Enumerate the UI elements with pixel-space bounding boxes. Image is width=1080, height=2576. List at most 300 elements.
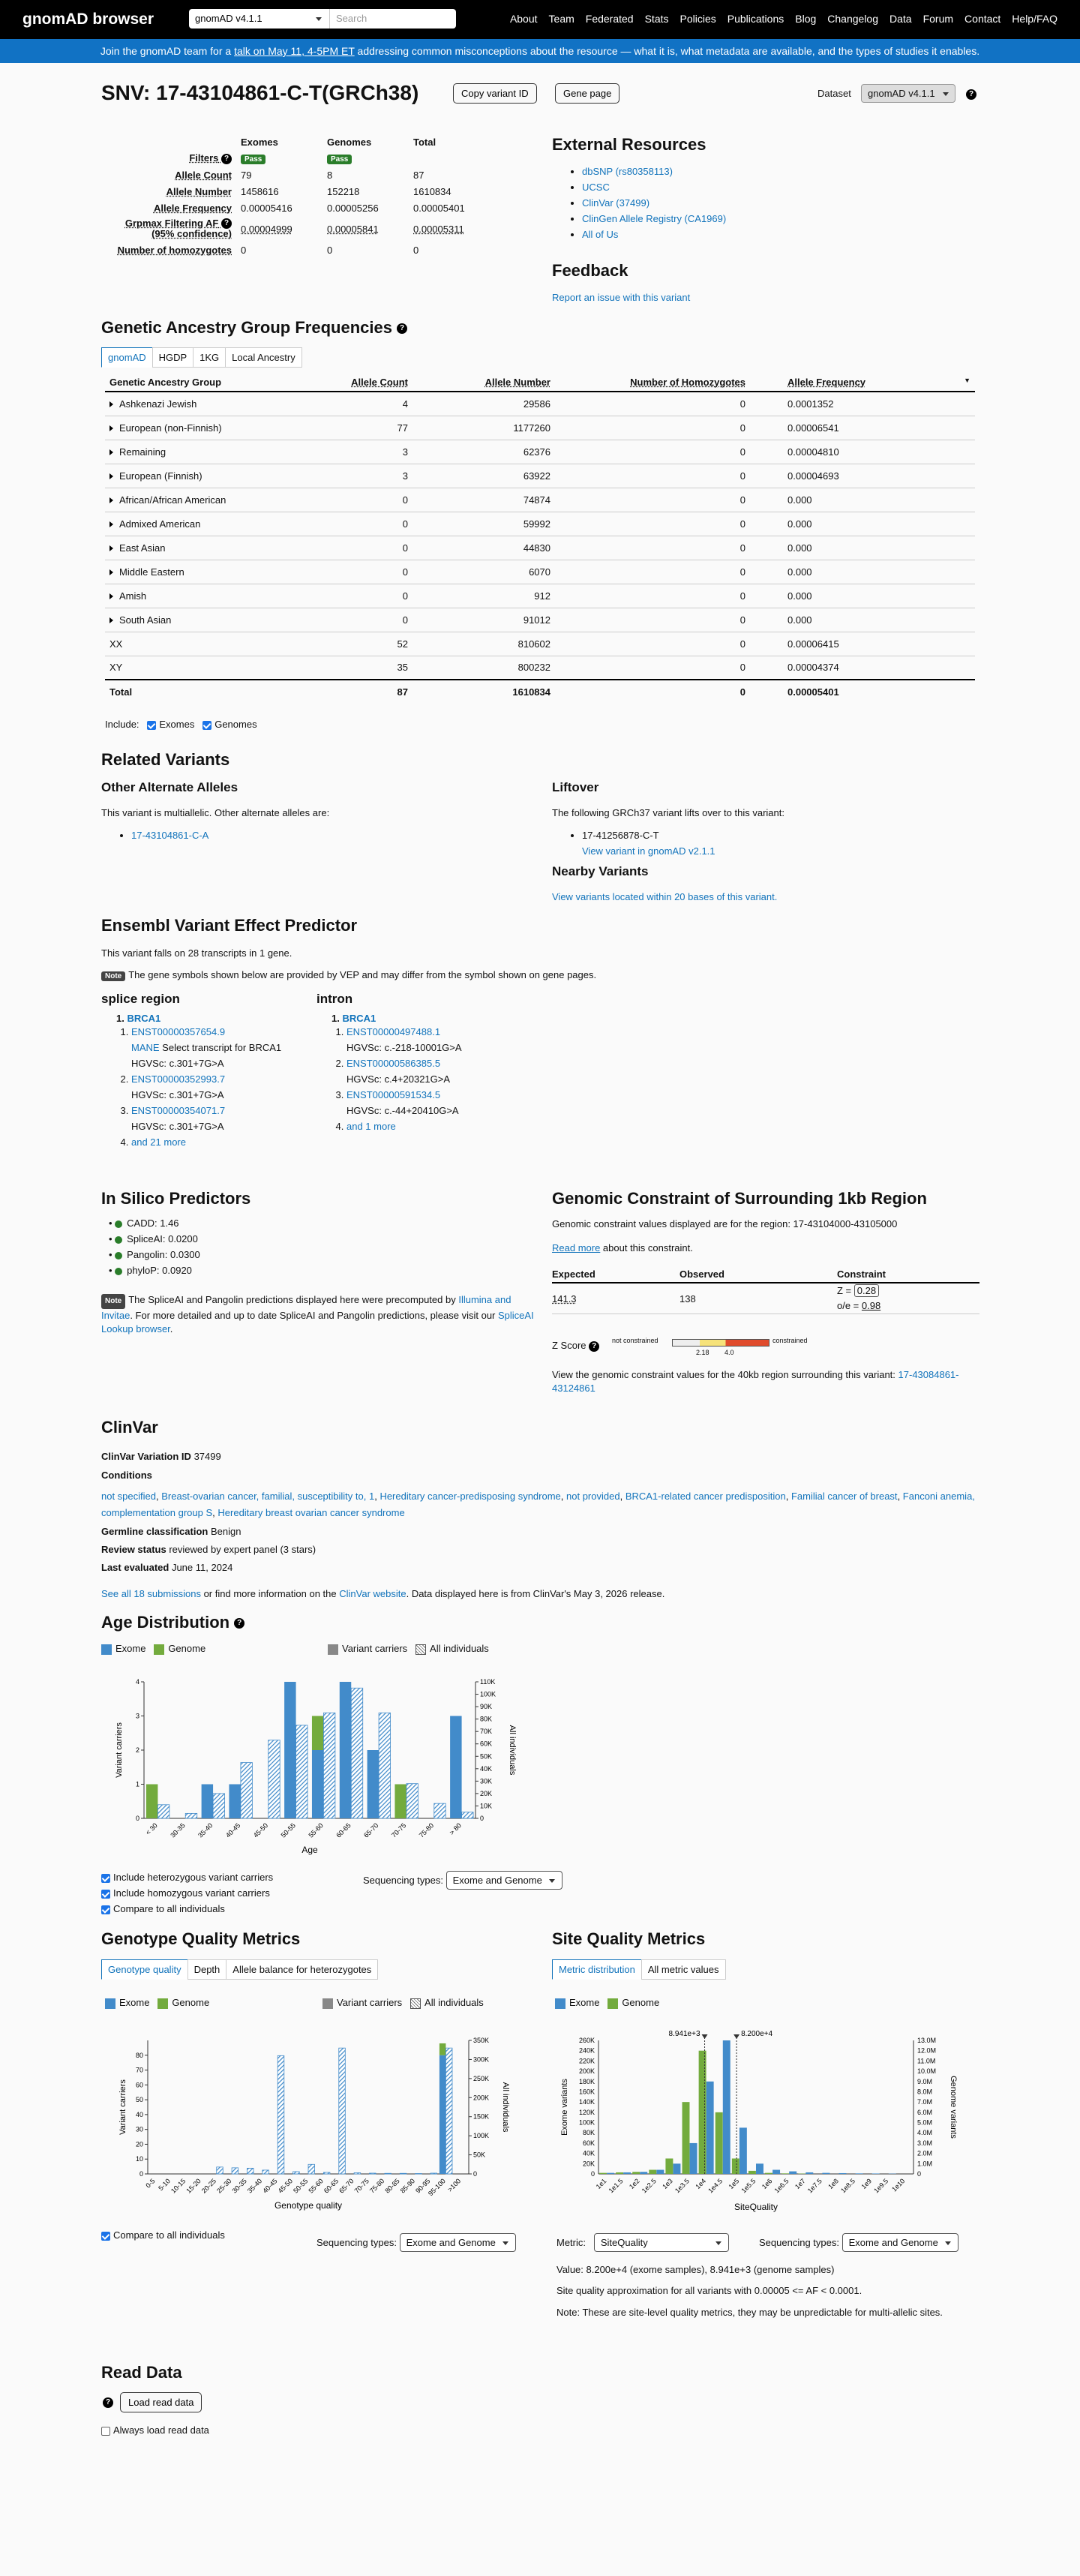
nav-link-about[interactable]: About <box>509 13 538 25</box>
link-text[interactable]: dbSNP (rs80358113) <box>582 166 673 177</box>
nav-link-publications[interactable]: Publications <box>727 13 784 25</box>
exome-bar <box>440 2055 446 2174</box>
variant-summary-table <box>101 134 495 258</box>
gene-page-button[interactable]: Gene page <box>555 83 620 104</box>
cell-text: Remaining <box>119 446 166 458</box>
table-row[interactable] <box>105 416 975 440</box>
note-text: . <box>170 1323 173 1335</box>
more-link[interactable]: and 1 more <box>346 1121 396 1132</box>
y2-tick-label: 9.0M <box>917 2077 933 2085</box>
more-link[interactable]: and 21 more <box>131 1136 186 1148</box>
nav-link-team[interactable]: Team <box>548 13 574 25</box>
hgvsc: HGVSc: c.301+7G>A <box>131 1121 224 1132</box>
x-tick-label: 1e10 <box>890 2177 907 2193</box>
seq-type-select[interactable]: Exome and Genome <box>446 1871 562 1890</box>
x-tick-label: 70-75 <box>352 2177 370 2195</box>
cell-text: 0 <box>740 686 746 698</box>
transcript-link[interactable]: ENST00000497488.1 <box>346 1026 441 1037</box>
brca1-link[interactable]: BRCA1 <box>127 1013 161 1024</box>
age-legend-2 <box>328 1643 489 1655</box>
always-load-row <box>101 2424 209 2436</box>
intron-list <box>332 1013 526 1134</box>
always-load-label: Always load read data <box>113 2424 209 2436</box>
cell-text: 0.000 <box>788 614 812 626</box>
all-individuals-bar <box>354 2172 361 2174</box>
table-row[interactable] <box>105 392 975 416</box>
status-dot <box>115 1236 122 1244</box>
transcript-link[interactable]: ENST00000352993.7 <box>131 1073 226 1085</box>
tab-local-ancestry[interactable]: Local Ancestry <box>225 347 302 368</box>
metric-select[interactable]: SiteQuality <box>594 2233 729 2252</box>
transcript-link[interactable]: ENST00000354071.7 <box>131 1105 226 1116</box>
cell-text: 6070 <box>529 566 550 578</box>
list-item <box>582 827 716 859</box>
y-tick-label: 4 <box>135 1678 140 1686</box>
help-icon[interactable]: ? <box>221 154 232 164</box>
row-label: Allele Number <box>166 185 232 197</box>
exome-bar <box>450 1716 461 1819</box>
spliceai-score: SpliceAI: 0.0200 <box>127 1233 198 1244</box>
dbsnp-link[interactable] <box>582 164 726 179</box>
y2-tick-label: 0 <box>917 2170 922 2178</box>
x-tick-label: 60-65 <box>322 2177 340 2195</box>
germline <box>101 1526 241 1537</box>
x-tick-label: < 30 <box>144 1821 159 1836</box>
include-label: Include: <box>105 719 140 730</box>
condition-link[interactable]: Hereditary breast ovarian cancer syndrome <box>218 1507 405 1518</box>
always-load-checkbox[interactable] <box>101 2427 110 2436</box>
footer-text: . Data displayed here is from ClinVar's May 3, 2026 release. <box>406 1588 665 1599</box>
site-seq-types <box>759 2233 958 2252</box>
header-homozygotes[interactable]: Number of Homozygotes <box>555 374 750 392</box>
region-link[interactable]: 17-43084861-43124861 <box>552 1369 959 1394</box>
x-tick-label: 1e2.5 <box>640 2177 658 2195</box>
expand-icon[interactable] <box>110 545 116 551</box>
x-tick-label: 35-40 <box>245 2177 264 2195</box>
condition-link[interactable]: not provided <box>566 1491 620 1502</box>
other-alleles-list <box>101 827 208 843</box>
y2-tick-label: 350K <box>473 2037 490 2044</box>
table-cell <box>300 488 412 512</box>
z-label: Z = <box>837 1285 852 1296</box>
cell[interactable]: 0.00005841 <box>327 223 379 235</box>
all-individuals-bar <box>232 2168 238 2174</box>
condition-link[interactable]: Hereditary cancer-predisposing syndrome <box>380 1491 561 1502</box>
cell[interactable]: 0.00004999 <box>241 223 292 235</box>
exome-bar <box>740 2127 747 2174</box>
compare-checkbox[interactable] <box>101 2232 110 2241</box>
see-all-submissions-link[interactable]: See all 18 submissions <box>101 1588 201 1599</box>
cell-text: European (Finnish) <box>119 470 202 482</box>
status-dot <box>115 1268 122 1275</box>
include-options <box>105 719 257 730</box>
exome-bar <box>368 1750 379 1818</box>
table-cell <box>300 656 412 680</box>
tab-hgdp[interactable]: HGDP <box>152 347 194 368</box>
x-tick-label: 1e3 <box>661 2177 674 2191</box>
x-tick-label: 1e6.5 <box>772 2177 790 2195</box>
y2-tick-label: 50K <box>473 2151 486 2159</box>
tab-metric-distribution[interactable]: Metric distribution <box>552 1959 642 1980</box>
clinvar-website-link[interactable]: ClinVar website <box>339 1588 406 1599</box>
x-tick-label: 1e2 <box>627 2177 641 2191</box>
genotype-legend-2 <box>322 1997 484 2009</box>
table-cell <box>105 440 300 464</box>
insilico-title: In Silico Predictors <box>101 1189 251 1208</box>
eval-value: June 11, 2024 <box>171 1562 233 1573</box>
cell-text: 0 <box>402 614 408 626</box>
table-cell <box>412 656 555 680</box>
ancestry-title <box>101 318 407 338</box>
help-icon[interactable]: ? <box>397 323 407 334</box>
y-tick-label: 40K <box>582 2149 595 2157</box>
y2-tick-label: 30K <box>480 1777 493 1785</box>
view-40kb <box>552 1368 980 1395</box>
table-cell <box>750 560 975 584</box>
review-label: Review status <box>101 1544 166 1555</box>
y-tick-label: 220K <box>578 2057 595 2065</box>
cell: 79 <box>241 169 252 181</box>
table-cell <box>412 392 555 416</box>
scale-left-label: not constrained <box>612 1337 658 1344</box>
cell-text: 0.000 <box>788 566 812 578</box>
version-select[interactable]: gnomAD v4.1.1 <box>189 9 330 29</box>
tab-depth[interactable]: Depth <box>188 1959 227 1980</box>
y2-tick-label: 100K <box>480 1690 496 1698</box>
link-text[interactable]: ClinGen Allele Registry (CA1969) <box>582 213 727 224</box>
table-cell <box>555 536 750 560</box>
compare-checkbox[interactable] <box>101 1905 110 1914</box>
table-cell <box>105 656 300 680</box>
other-alleles-text: This variant is multiallelic. Other alternate alleles are: <box>101 807 330 818</box>
last-evaluated <box>101 1562 232 1573</box>
gnomad-logo[interactable]: gnomAD browser <box>22 11 154 28</box>
genome-bar <box>632 2172 640 2174</box>
help-icon[interactable]: ? <box>221 218 232 229</box>
tab-all-metric-values[interactable]: All metric values <box>641 1959 726 1980</box>
dataset-select[interactable]: gnomAD v4.1.1 <box>861 84 956 103</box>
sort-down-icon: ▼ <box>964 377 970 384</box>
link-text[interactable]: ClinVar (37499) <box>582 197 650 209</box>
gene-label: 1. BRCA1 <box>332 1013 376 1024</box>
nearby-link[interactable]: View variants located within 20 bases of this variant. <box>552 891 778 902</box>
other-allele-link[interactable]: 17-43104861-C-A <box>131 830 209 841</box>
y-tick-label: 60 <box>135 2081 143 2089</box>
table-cell <box>300 392 412 416</box>
table-row[interactable] <box>105 488 975 512</box>
genotype-compare <box>101 2229 225 2241</box>
table-row[interactable] <box>105 512 975 536</box>
all-individuals-bar <box>416 2173 422 2174</box>
table-cell <box>555 440 750 464</box>
table-cell <box>750 464 975 488</box>
y2-tick-label: 0 <box>473 2170 478 2178</box>
table-cell <box>750 536 975 560</box>
header-allele-number[interactable]: Allele Number <box>412 374 555 392</box>
banner-text: Join the gnomAD team for a <box>100 45 235 57</box>
load-read-data-button[interactable]: Load read data <box>120 2392 202 2412</box>
table-cell <box>412 512 555 536</box>
seq-type-select[interactable]: Exome and Genome <box>400 2233 516 2252</box>
cell-text: 29586 <box>523 398 550 410</box>
pangolin-score: Pangolin: 0.0300 <box>127 1249 200 1260</box>
condition-link[interactable]: Familial cancer of breast <box>790 1491 898 1502</box>
expand-icon[interactable] <box>110 569 116 575</box>
y2-tick-label: 10.0M <box>917 2067 937 2076</box>
table-cell <box>555 656 750 680</box>
all-individuals-bar <box>406 1784 418 1818</box>
table-cell <box>412 608 555 632</box>
nav-link-policies[interactable]: Policies <box>680 13 716 25</box>
all-individuals-bar <box>446 2048 452 2174</box>
tab-allele-balance[interactable]: Allele balance for heterozygotes <box>226 1959 378 1980</box>
carriers-swatch <box>328 1644 338 1655</box>
genome-bar <box>682 2102 690 2174</box>
genome-bar <box>312 1716 323 1751</box>
x-tick-label: 1e9.5 <box>872 2177 890 2195</box>
vep-note <box>101 969 596 981</box>
table-cell <box>555 488 750 512</box>
nav-link-changelog[interactable]: Changelog <box>827 13 879 25</box>
table-cell <box>300 584 412 608</box>
status-dot <box>115 1220 122 1228</box>
exome-swatch <box>101 1644 112 1655</box>
x-tick-label: 1e6 <box>760 2177 774 2191</box>
expand-icon[interactable] <box>110 593 116 599</box>
cell-text: Total <box>110 686 133 698</box>
header-allele-count[interactable]: Allele Count <box>300 374 412 392</box>
table-cell <box>105 536 300 560</box>
nav-link-data[interactable]: Data <box>890 13 912 25</box>
cell: 1458616 <box>241 185 279 197</box>
exome-swatch <box>555 1998 566 2009</box>
all-individuals-bar <box>462 1812 473 1818</box>
cell-text: 87 <box>397 686 408 698</box>
expand-icon[interactable] <box>110 425 116 431</box>
cell: 87 <box>413 169 424 181</box>
illumina-link[interactable]: Illumina and Invitae <box>101 1294 512 1321</box>
tab-1kg[interactable]: 1KG <box>193 347 226 368</box>
het-checkbox[interactable] <box>101 1874 110 1883</box>
table-cell <box>412 560 555 584</box>
expand-icon[interactable] <box>110 617 116 623</box>
table-cell <box>300 560 412 584</box>
expand-icon[interactable] <box>110 401 116 407</box>
header-group[interactable]: Genetic Ancestry Group <box>105 374 300 392</box>
review-value: reviewed by expert panel (3 stars) <box>169 1544 316 1555</box>
ucsc-link[interactable] <box>582 179 726 195</box>
clinvar-id-value: 37499 <box>194 1451 221 1462</box>
allofus-link[interactable] <box>582 227 726 242</box>
all-individuals-bar <box>268 1740 280 1818</box>
help-icon[interactable]: ? <box>103 2397 113 2408</box>
cell-text: East Asian <box>119 542 166 554</box>
y-tick-label: 2 <box>135 1746 140 1754</box>
table-cell <box>105 464 300 488</box>
x-axis-label: SiteQuality <box>734 2202 778 2212</box>
legend-label: Genome <box>168 1643 206 1654</box>
site-approx-text: Site quality approximation for all variants with 0.00005 <= AF < 0.0001. <box>556 2285 862 2296</box>
spliceai-lookup-link[interactable]: SpliceAI Lookup browser <box>101 1310 534 1335</box>
col-total: Total <box>413 136 436 148</box>
cell: 0.00005256 <box>327 202 379 214</box>
header-allele-frequency[interactable] <box>750 374 975 392</box>
search-input[interactable]: Search <box>330 9 456 29</box>
expand-icon[interactable] <box>110 449 116 455</box>
splice-region-title: splice region <box>101 992 180 1006</box>
y-tick-label: 10 <box>135 2155 143 2163</box>
link-text[interactable]: UCSC <box>582 182 610 193</box>
check-label: Compare to all individuals <box>113 2229 225 2241</box>
condition-link[interactable]: Breast-ovarian cancer, familial, susceptibility to, 1 <box>161 1491 375 1502</box>
nav-link-stats[interactable]: Stats <box>644 13 669 25</box>
cell-text: 0.00006541 <box>788 422 839 434</box>
exome-bar <box>723 2040 730 2174</box>
y2-tick-label: 6.0M <box>917 2108 933 2116</box>
cell-text: 0 <box>740 518 746 530</box>
cell-text: 0 <box>740 398 746 410</box>
ancestry-tabs <box>101 347 302 368</box>
condition-link[interactable]: Fanconi anemia, complementation group S <box>101 1491 975 1518</box>
hom-checkbox[interactable] <box>101 1890 110 1899</box>
tab-gnomad[interactable]: gnomAD <box>101 347 153 368</box>
exome-bar <box>656 2170 664 2174</box>
nav-link-contact[interactable]: Contact <box>964 13 1001 25</box>
legend-label: Variant carriers <box>342 1643 408 1654</box>
link-text[interactable]: All of Us <box>582 229 619 240</box>
table-row[interactable] <box>105 608 975 632</box>
table-cell <box>412 488 555 512</box>
exome-bar <box>756 2163 764 2174</box>
exomes-checkbox[interactable] <box>147 721 156 730</box>
feedback-title: Feedback <box>552 261 628 280</box>
insilico-note <box>101 1293 536 1336</box>
y2-tick-label: 0 <box>480 1815 484 1822</box>
expand-icon[interactable] <box>110 521 116 527</box>
genomes-checkbox[interactable] <box>202 721 212 730</box>
report-issue-link[interactable]: Report an issue with this variant <box>552 292 691 303</box>
clinvar-footer <box>101 1588 664 1599</box>
liftover-link[interactable]: View variant in gnomAD v2.1.1 <box>582 845 716 857</box>
table-row[interactable] <box>105 440 975 464</box>
copy-variant-id-button[interactable]: Copy variant ID <box>453 83 537 104</box>
row-label: Number of homozygotes <box>117 244 232 256</box>
clingen-link[interactable] <box>582 211 726 227</box>
cell-text: 0.00004810 <box>788 446 839 458</box>
table-cell <box>555 680 750 704</box>
y2-tick-label: 100K <box>473 2132 490 2140</box>
seq-type-select[interactable]: Exome and Genome <box>842 2233 958 2252</box>
condition-link[interactable]: BRCA1-related cancer predisposition <box>625 1491 786 1502</box>
all-individuals-bar <box>213 1794 224 1818</box>
x-tick-label: 65-70 <box>338 2177 356 2195</box>
y2-tick-label: 150K <box>473 2112 490 2121</box>
condition-link[interactable]: not specified <box>101 1491 156 1502</box>
help-icon[interactable]: ? <box>966 89 976 100</box>
read-more-link[interactable]: Read more <box>552 1242 601 1253</box>
banner-talk-link[interactable]: talk on May 11, 4-5PM ET <box>234 45 355 57</box>
table-row[interactable] <box>105 536 975 560</box>
constraint-table <box>552 1266 980 1314</box>
cell-text: 0 <box>740 494 746 506</box>
table-cell <box>412 536 555 560</box>
cell: 0 <box>327 244 333 256</box>
germline-value: Benign <box>210 1526 242 1537</box>
x-tick-label: 30-35 <box>169 1821 187 1839</box>
mane-link[interactable]: MANE <box>131 1042 160 1053</box>
table-cell <box>300 608 412 632</box>
tab-genotype-quality[interactable]: Genotype quality <box>101 1959 188 1980</box>
cell-text: 0 <box>402 590 408 602</box>
genotype-legend <box>105 1997 209 2009</box>
cell-text: European (non-Finnish) <box>119 422 222 434</box>
genome-bar <box>699 2051 706 2174</box>
table-cell <box>750 488 975 512</box>
nav-link-federated[interactable]: Federated <box>585 13 634 25</box>
transcript-link[interactable]: ENST00000357654.9 <box>131 1026 226 1037</box>
x-tick-label: 1e8.5 <box>839 2177 857 2195</box>
all-individuals-bar <box>185 1813 196 1818</box>
x-tick-label: 45-50 <box>251 1821 270 1839</box>
review-status <box>101 1544 316 1555</box>
brca1-link[interactable]: BRCA1 <box>342 1013 376 1024</box>
cell-text: 0.000 <box>788 518 812 530</box>
nav-link-forum[interactable]: Forum <box>922 13 954 25</box>
transcript-item <box>346 1024 526 1055</box>
nav-links <box>510 13 1058 25</box>
x-tick-label: 1e5.5 <box>740 2177 758 2195</box>
cell[interactable]: 0.00005311 <box>413 223 464 235</box>
table-row[interactable] <box>105 464 975 488</box>
carriers-swatch <box>322 1998 333 2009</box>
site-tabs <box>552 1959 725 1980</box>
hgvsc: HGVSc: c.301+7G>A <box>131 1089 224 1100</box>
cell-text: 0 <box>740 422 746 434</box>
clinvar-link[interactable] <box>582 195 726 211</box>
table-cell <box>412 440 555 464</box>
y2-tick-label: 13.0M <box>917 2037 937 2044</box>
insilico-list <box>101 1215 200 1278</box>
y2-axis-label: All individuals <box>501 2082 510 2133</box>
table-row[interactable] <box>105 584 975 608</box>
exome-bar <box>340 1682 351 1818</box>
list-item <box>131 827 208 843</box>
observed-value: 138 <box>680 1293 696 1305</box>
table-row[interactable] <box>105 560 975 584</box>
cell: 152218 <box>327 185 360 197</box>
x-tick-label: 1e1.5 <box>607 2177 625 2195</box>
table-cell <box>300 512 412 536</box>
y2-tick-label: 11.0M <box>917 2057 936 2065</box>
help-icon[interactable]: ? <box>234 1618 244 1629</box>
expand-icon[interactable] <box>110 497 116 503</box>
table-cell <box>555 392 750 416</box>
note-badge: Note <box>101 971 125 981</box>
exome-bar <box>806 2172 813 2174</box>
expand-icon[interactable] <box>110 473 116 479</box>
conditions-list: not specified, Breast-ovarian cancer, familial, susceptibility to, 1, Hereditary cancer-predisposing syndrome, not provided, BRCA1-related cancer predisposition, Familial cancer of breast, Fanconi anemia, complementation group S, Hereditary breast ovarian cancer syndrome <box>101 1491 975 1518</box>
nav-link-help-faq[interactable]: Help/FAQ <box>1012 13 1058 25</box>
help-icon[interactable]: ? <box>589 1341 599 1352</box>
transcript-link[interactable]: ENST00000586385.5 <box>346 1058 441 1069</box>
intron-title: intron <box>316 992 353 1006</box>
nav-link-blog[interactable]: Blog <box>795 13 817 25</box>
table-cell <box>750 512 975 536</box>
all-individuals-bar <box>247 2168 254 2174</box>
table-cell <box>412 464 555 488</box>
transcript-link[interactable]: ENST00000591534.5 <box>346 1089 441 1100</box>
conditions-label: Conditions <box>101 1470 152 1481</box>
